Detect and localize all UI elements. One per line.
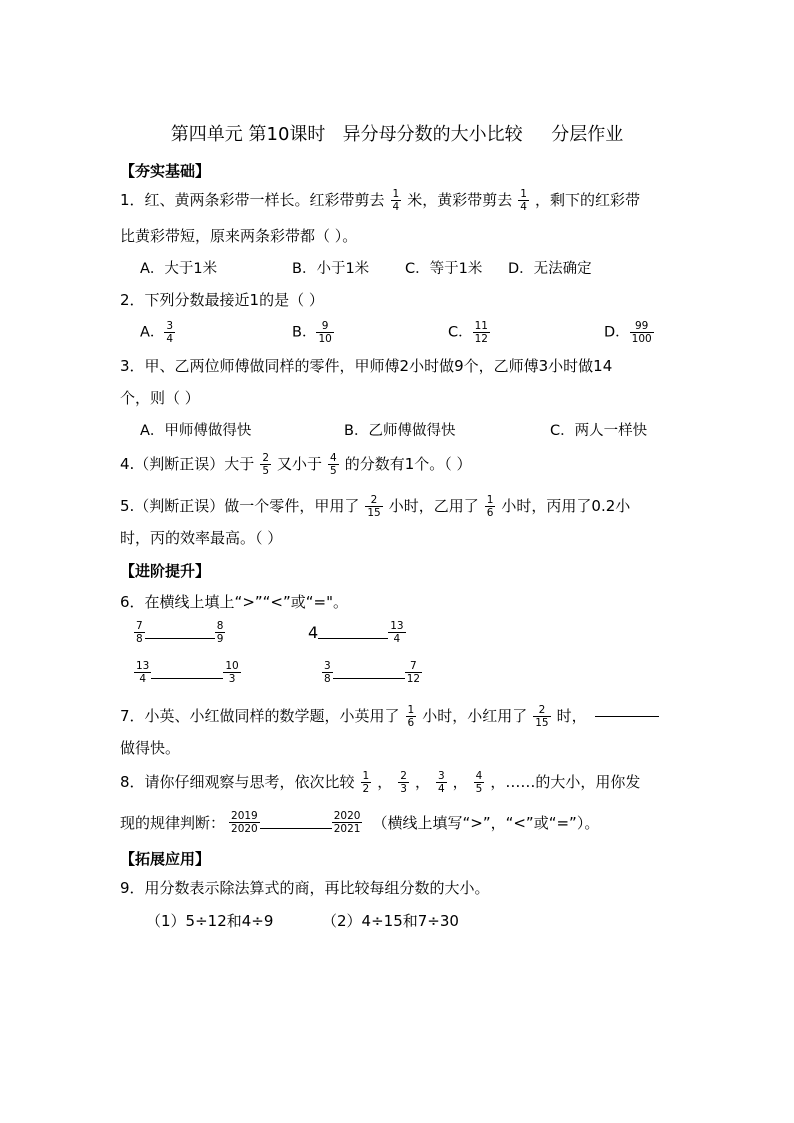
q1-text-pre: 1．红、黄两条彩带一样长。红彩带剪去: [120, 191, 385, 209]
q6-comparison-1: [134, 620, 225, 645]
q7-answer-blank[interactable]: [595, 716, 659, 717]
q2-fraction-a: $\frac{3}{4}$: [166, 320, 174, 345]
q3-option-a: A．甲师傅做得快: [140, 423, 252, 439]
q8-fraction-4: $\frac{4}{5}$: [475, 770, 483, 795]
q1-option-b: B．小于1米: [292, 261, 370, 277]
q3-option-b: B．乙师傅做得快: [344, 423, 456, 439]
q2-option-d: D． $\frac{99}{100}$: [604, 320, 652, 345]
section-heading-advanced: 【进阶提升】: [120, 562, 211, 580]
question-8-line-1: 8．请你仔细观察与思考，依次比较 $\frac{1}{2}$ ， $\frac{2}{3}$ ， $\frac{3}{4}$ ， $\frac{4}{5}$ ，……的大小，用你发: [120, 770, 641, 795]
page-title: 第四单元 第10课时 异分母分数的大小比较 分层作业: [170, 124, 624, 145]
q3-option-c: C．两人一样快: [550, 423, 648, 439]
q1-option-c: C．等于1米: [405, 261, 483, 277]
q6-c2-answer-blank[interactable]: [318, 638, 388, 639]
q6-c4-answer-blank[interactable]: [333, 678, 405, 679]
q6-c3-left-fraction: $\frac{13}{4}$: [136, 660, 150, 685]
question-3-line-1: 3．甲、乙两位师傅做同样的零件，甲师傅2小时做9个，乙师傅3小时做14: [120, 357, 613, 375]
question-7-line-1: 7．小英、小红做同样的数学题，小英用了 $\frac{1}{6}$ 小时，小红用了 $\frac{2}{15}$ 时，: [120, 704, 659, 729]
q5-fraction-1: $\frac{2}{15}$: [367, 494, 381, 519]
question-3-line-2: 个，则（ ）: [120, 389, 200, 407]
q2-fraction-c: $\frac{11}{12}$: [474, 320, 488, 345]
q2-fraction-b: $\frac{9}{10}$: [318, 320, 332, 345]
q8-answer-blank[interactable]: [260, 828, 332, 829]
question-8-line-2: 现的规律判断： $\frac{2019}{2020}$ $\frac{2020}{2021}$ （横线上填写“>”，“<”或“=”）。: [120, 810, 600, 835]
question-1-line-1: [120, 188, 640, 213]
q4-fraction-1: $\frac{2}{5}$: [262, 452, 269, 477]
q6-c3-answer-blank[interactable]: [151, 678, 223, 679]
question-1-line-2: 比黄彩带短，原来两条彩带都（ ）。: [120, 227, 358, 245]
q8-fraction-3: $\frac{3}{4}$: [437, 770, 445, 795]
q9-part-2: （2）4÷15和7÷30: [322, 912, 459, 930]
q6-c1-right-fraction: $\frac{8}{9}$: [216, 620, 224, 645]
question-5-line-1: 5.（判断正误）做一个零件，甲用了 $\frac{2}{15}$ 小时，乙用了 $\frac{1}{6}$ 小时，丙用了0.2小: [120, 494, 631, 519]
q6-c2-left-number: 4: [308, 623, 319, 642]
q6-c2-right-fraction: $\frac{13}{4}$: [390, 620, 404, 645]
section-heading-extension: 【拓展应用】: [120, 850, 211, 868]
q8-right-fraction: $\frac{2020}{2021}$: [333, 810, 361, 835]
q1-option-d: D．无法确定: [508, 261, 592, 277]
q2-option-c: C． $\frac{11}{12}$: [448, 320, 488, 345]
q1-fraction-1: $\frac{1}{4}$: [392, 188, 400, 213]
q8-fraction-2: $\frac{2}{3}$: [400, 770, 407, 795]
q6-c1-left-fraction: $\frac{7}{8}$: [136, 620, 143, 645]
q8-left-fraction: $\frac{2019}{2020}$: [231, 810, 258, 835]
q8-fraction-1: $\frac{1}{2}$: [362, 770, 370, 795]
q6-c1-answer-blank[interactable]: [145, 638, 215, 639]
question-4: 4.（判断正误）大于 $\frac{2}{5}$ 又小于 $\frac{4}{5}$ 的分数有1个。（ ）: [120, 452, 472, 477]
q1-option-a: A．大于1米: [140, 261, 218, 277]
question-2: 2．下列分数最接近1的是（ ）: [120, 291, 324, 309]
question-9: 9．用分数表示除法算式的商，再比较每组分数的大小。: [120, 879, 490, 897]
q6-c4-left-fraction: $\frac{3}{8}$: [324, 660, 331, 685]
q6-c3-right-fraction: $\frac{10}{3}$: [225, 660, 239, 685]
q7-fraction-1: $\frac{1}{6}$: [407, 704, 415, 729]
q6-comparison-2: [308, 620, 406, 645]
question-6: 6．在横线上填上“>”“<”或“="。: [120, 593, 349, 611]
q6-comparison-4: [322, 660, 422, 685]
q5-fraction-2: $\frac{1}{6}$: [486, 494, 494, 519]
q4-fraction-2: $\frac{4}{5}$: [330, 452, 337, 477]
q6-c4-right-fraction: $\frac{7}{12}$: [406, 660, 421, 685]
question-5-line-2: 时，丙的效率最高。（ ）: [120, 529, 283, 547]
q1-text-mid: 米，黄彩带剪去: [407, 191, 513, 209]
question-7-line-2: 做得快。: [120, 739, 181, 757]
q2-option-a: A． $\frac{3}{4}$: [140, 320, 174, 345]
q1-text-post: ，剩下的红彩带: [534, 191, 640, 209]
q9-part-1: （1）5÷12和4÷9: [146, 912, 274, 930]
section-heading-basic: 【夯实基础】: [120, 162, 211, 180]
q1-fraction-2: $\frac{1}{4}$: [520, 188, 527, 213]
q6-comparison-3: [134, 660, 241, 685]
q2-option-b: B． $\frac{9}{10}$: [292, 320, 332, 345]
q7-fraction-2: $\frac{2}{15}$: [535, 704, 549, 729]
q2-fraction-d: $\frac{99}{100}$: [631, 320, 652, 345]
